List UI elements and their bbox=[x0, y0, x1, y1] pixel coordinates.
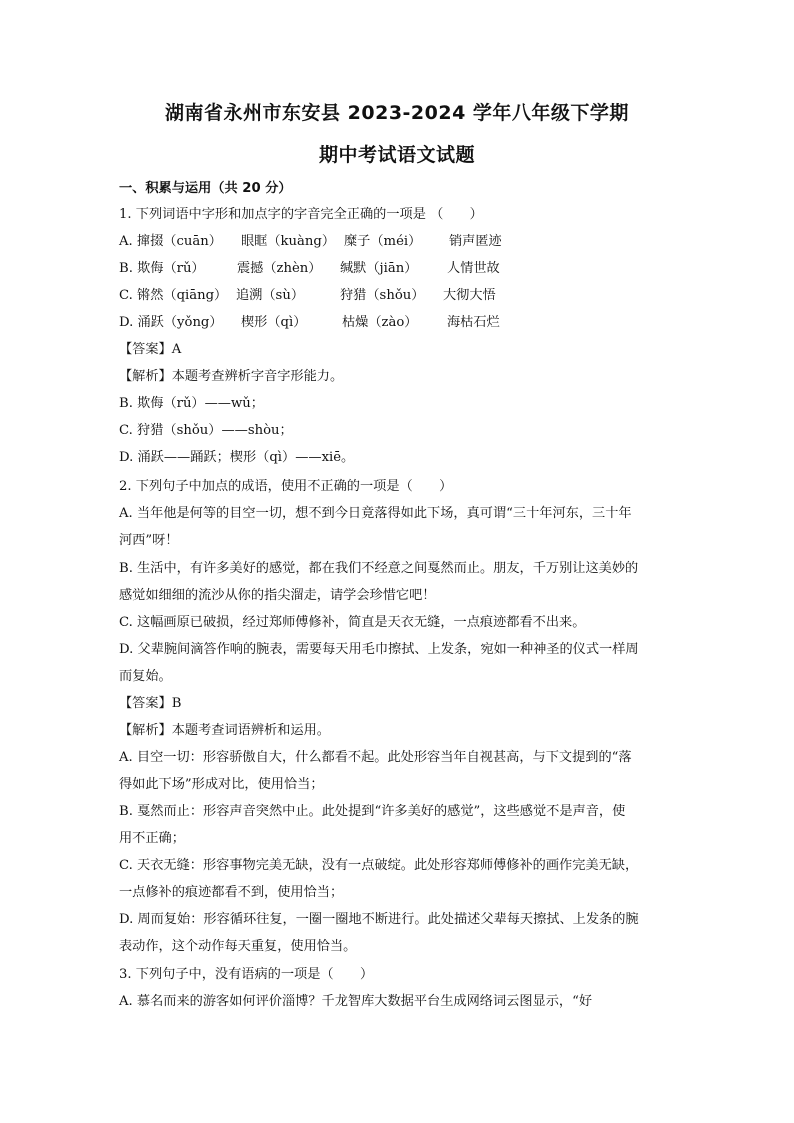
q2-analysis-line: 【解析】本题考查词语辨析和运用。 bbox=[119, 723, 330, 738]
q2-line: 而复始。 bbox=[119, 669, 172, 684]
q1-answer: 【答案】A bbox=[119, 342, 182, 357]
q1-option-c-1: C. 锵然（qiāng） bbox=[119, 288, 228, 303]
q2-line: A. 当年他是何等的目空一切，想不到今日竟落得如此下场，真可谓“三十年河东，三十年 bbox=[119, 506, 632, 521]
q1-option-c-2: 追溯（sù） bbox=[236, 288, 305, 303]
q2-answer: 【答案】B bbox=[119, 696, 182, 711]
q2-line: 感觉如细细的流沙从你的指尖溜走，请学会珍惜它吧！ bbox=[119, 588, 436, 603]
q2-line: 河西”呀！ bbox=[119, 533, 179, 548]
q1-analysis-line: D. 涌跃——踊跃；楔形（qì）——xiē。 bbox=[119, 450, 355, 465]
q1-analysis-line: B. 欺侮（rǔ）——wǔ； bbox=[119, 396, 264, 411]
section-heading: 一、积累与运用（共 20 分） bbox=[119, 181, 292, 196]
q2-analysis-line: 表动作，这个动作每天重复，使用恰当。 bbox=[119, 939, 357, 954]
q1-option-b-1: B. 欺侮（rǔ） bbox=[119, 261, 205, 276]
q3-stem: 3. 下列句子中，没有语病的一项是（ ） bbox=[119, 967, 374, 982]
q1-stem: 1. 下列词语中字形和加点字的字音完全正确的一项是 （ ） bbox=[119, 207, 483, 222]
q1-option-c-3: 狩猎（shǒu） bbox=[340, 288, 425, 303]
q1-option-b-2: 震撼（zhèn） bbox=[237, 261, 322, 276]
q1-option-d-4: 海枯石烂 bbox=[447, 315, 500, 330]
q2-analysis-line: A. 目空一切：形容骄傲自大，什么都看不起。此处形容当年自视甚高，与下文提到的“落 bbox=[119, 750, 632, 765]
q1-analysis-line: 【解析】本题考查辨析字音字形能力。 bbox=[119, 369, 344, 384]
q2-line: D. 父辈腕间滴答作响的腕表，需要每天用毛巾擦拭、上发条，宛如一种神圣的仪式一样周 bbox=[119, 642, 639, 657]
q1-option-d-3: 枯燥（zào） bbox=[342, 315, 418, 330]
q2-line: B. 生活中，有许多美好的感觉，都在我们不经意之间戛然而止。朋友，千万别让这美妙的 bbox=[119, 561, 639, 576]
q1-analysis-line: C. 狩猎（shǒu）——shòu； bbox=[119, 423, 293, 438]
q2-analysis-line: 用不正确； bbox=[119, 831, 185, 846]
q2-analysis-line: 一点修补的痕迹都看不到，使用恰当； bbox=[119, 885, 344, 900]
q1-option-a-1: A. 撺掇（cuān） bbox=[119, 234, 222, 249]
q2-analysis-line: C. 天衣无缝：形容事物完美无缺，没有一点破绽。此处形容郑师傅修补的画作完美无缺， bbox=[119, 858, 639, 873]
q3-line: A. 慕名而来的游客如何评价淄博？千龙智库大数据平台生成网络词云图显示，“好 bbox=[119, 994, 593, 1009]
title-line-2: 期中考试语文试题 bbox=[318, 144, 475, 166]
q2-analysis-line: B. 戛然而止：形容声音突然中止。此处提到“许多美好的感觉”，这些感觉不是声音，使 bbox=[119, 804, 626, 819]
q1-option-d-1: D. 涌跃（yǒng） bbox=[119, 315, 223, 330]
q1-option-d-2: 楔形（qì） bbox=[241, 315, 307, 330]
q2-analysis-line: 得如此下场”形成对比，使用恰当； bbox=[119, 777, 324, 792]
q1-option-c-4: 大彻大悟 bbox=[443, 288, 496, 303]
q1-option-a-4: 销声匿迹 bbox=[449, 234, 502, 249]
q2-stem: 2. 下列句子中加点的成语，使用不正确的一项是（ ） bbox=[119, 479, 453, 494]
title-line-1: 湖南省永州市东安县 2023-2024 学年八年级下学期 bbox=[165, 102, 629, 124]
q1-option-a-2: 眼眶（kuàng） bbox=[241, 234, 336, 249]
q1-option-b-3: 缄默（jiān） bbox=[340, 261, 418, 276]
q2-line: C. 这幅画原已破损，经过郑师傅修补，简直是天衣无缝，一点痕迹都看不出来。 bbox=[119, 615, 586, 630]
q1-option-b-4: 人情世故 bbox=[447, 261, 500, 276]
q1-option-a-3: 糜子（méi） bbox=[344, 234, 422, 249]
q2-analysis-line: D. 周而复始：形容循环往复，一圈一圈地不断进行。此处描述父辈每天擦拭、上发条的腕 bbox=[119, 912, 639, 927]
